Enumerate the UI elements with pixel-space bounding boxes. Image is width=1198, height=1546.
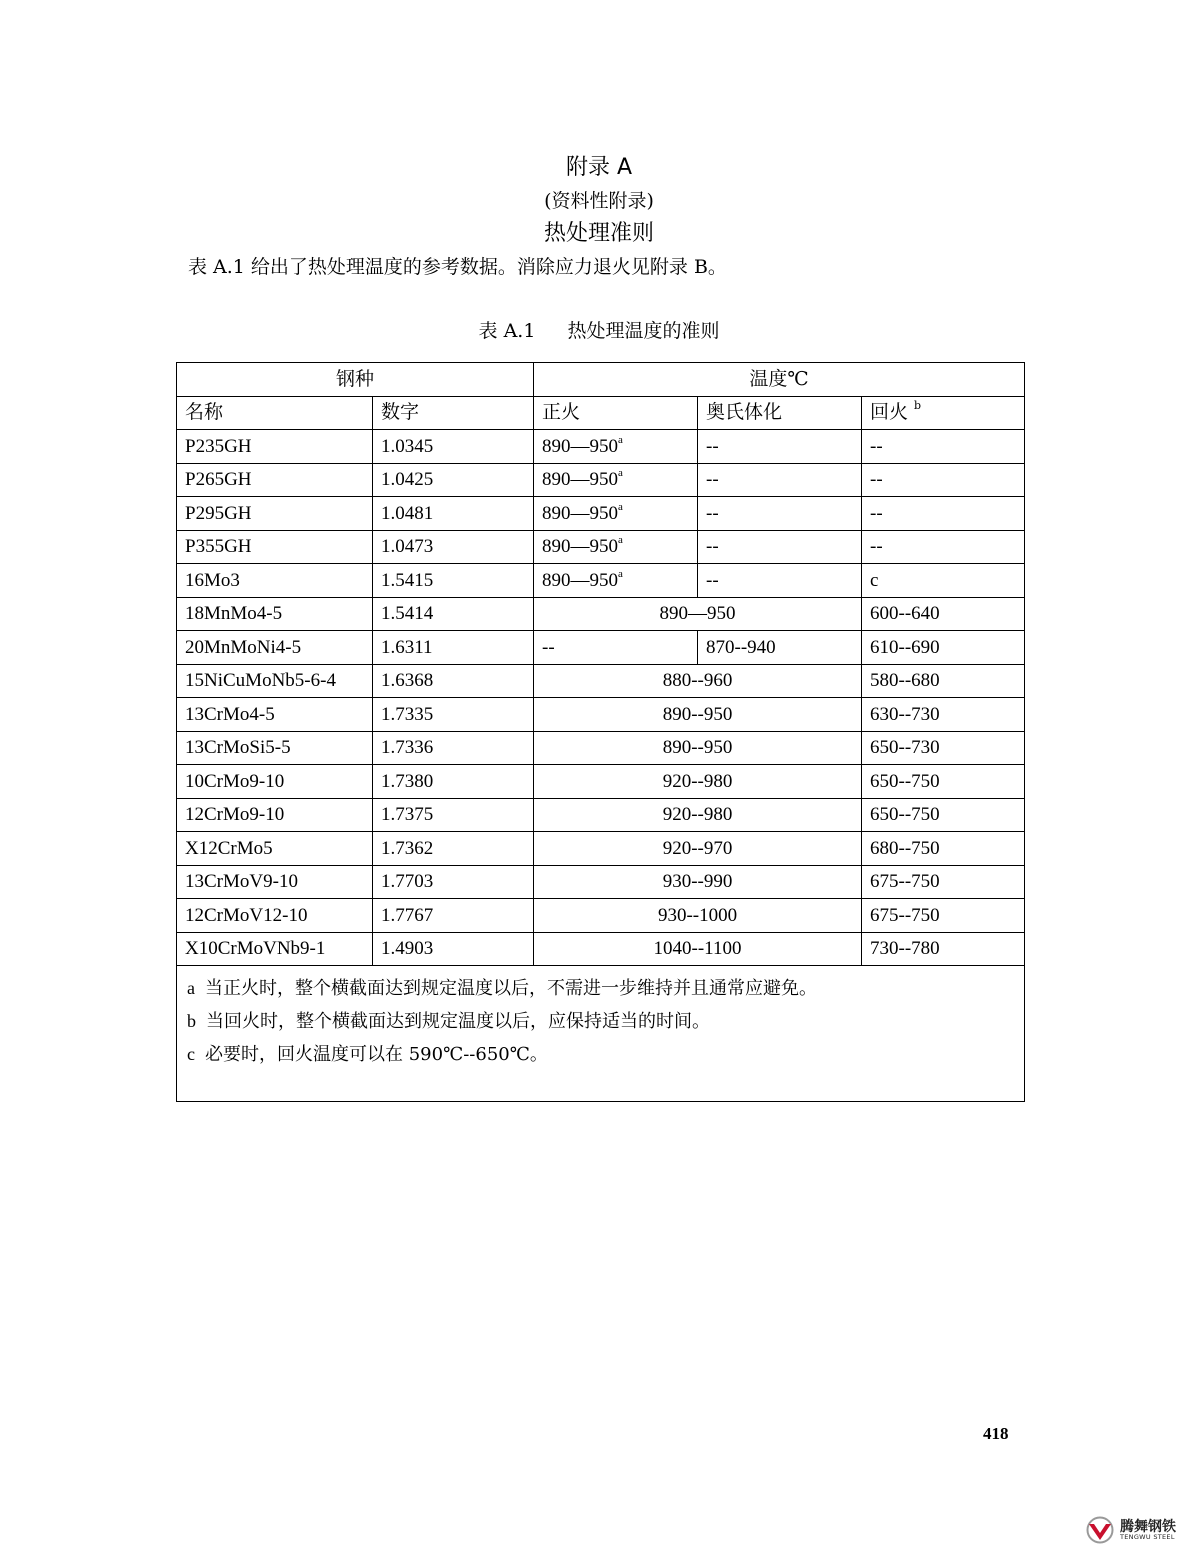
cell-normalize-value: --: [542, 636, 555, 658]
cell-name: 10CrMo9-10: [177, 765, 373, 799]
cell-temper: 610--690: [862, 631, 1025, 665]
logo-name-cn: 腾舞钢铁: [1120, 1518, 1176, 1535]
footnote-mark-a: a: [618, 567, 623, 580]
cell-number: 1.7380: [373, 765, 534, 799]
cell-name: 12CrMo9-10: [177, 798, 373, 832]
table-caption: [0, 316, 1198, 343]
cell-name: 13CrMoV9-10: [177, 865, 373, 899]
cell-normalize-austenitize: 880--960: [534, 664, 862, 698]
table-row: [177, 798, 1025, 832]
cell-normalize-austenitize: 1040--1100: [534, 932, 862, 966]
cell-number: 1.6311: [373, 631, 534, 665]
table-row: [177, 932, 1025, 966]
table-row: [177, 497, 1025, 531]
col-header-number: 数字: [373, 396, 534, 430]
logo-emblem-icon: [1085, 1516, 1115, 1544]
cell-name: X10CrMoVNb9-1: [177, 932, 373, 966]
cell-name: P235GH: [177, 430, 373, 464]
cell-number: 1.4903: [373, 932, 534, 966]
cell-normalize: [534, 463, 698, 497]
footnote-mark-a: a: [618, 500, 623, 513]
cell-normalize: [534, 430, 698, 464]
table-row: [177, 698, 1025, 732]
group-header-temperature: 温度℃: [534, 363, 1025, 397]
cell-normalize-austenitize: 920--970: [534, 832, 862, 866]
cell-name: 18MnMo4-5: [177, 597, 373, 631]
cell-normalize: [534, 564, 698, 598]
footnote-label: a: [187, 978, 195, 998]
cell-normalize-austenitize: 890--950: [534, 731, 862, 765]
table-notes-row: [177, 966, 1025, 1102]
footnote-text: 当正火时，整个横截面达到规定温度以后，不需进一步维持并且通常应避免。: [205, 978, 817, 999]
col-header-name: 名称: [177, 396, 373, 430]
cell-normalize-austenitize: 930--990: [534, 865, 862, 899]
cell-number: 1.7336: [373, 731, 534, 765]
cell-name: 16Mo3: [177, 564, 373, 598]
cell-temper: --: [862, 497, 1025, 531]
cell-name: P355GH: [177, 530, 373, 564]
footnote: [187, 972, 1014, 1005]
cell-number: 1.6368: [373, 664, 534, 698]
footnote-mark-a: a: [618, 467, 623, 480]
cell-number: 1.0473: [373, 530, 534, 564]
table-row: [177, 430, 1025, 464]
table-row: [177, 731, 1025, 765]
cell-austenitize: --: [698, 463, 862, 497]
cell-normalize: [534, 631, 698, 665]
cell-temper: 580--680: [862, 664, 1025, 698]
group-header-steel: 钢种: [177, 363, 534, 397]
cell-name: 13CrMoSi5-5: [177, 731, 373, 765]
cell-number: 1.0425: [373, 463, 534, 497]
table-row: [177, 832, 1025, 866]
table-row: [177, 530, 1025, 564]
cell-austenitize: --: [698, 497, 862, 531]
cell-normalize-austenitize: 920--980: [534, 765, 862, 799]
table-row: [177, 664, 1025, 698]
cell-name: P265GH: [177, 463, 373, 497]
footnote-label: c: [187, 1044, 195, 1064]
cell-number: 1.7362: [373, 832, 534, 866]
cell-normalize-austenitize: 930--1000: [534, 899, 862, 933]
cell-normalize-value: 890—950: [542, 469, 619, 491]
footnote: [187, 1038, 1014, 1071]
table-notes: [177, 966, 1025, 1102]
table-group-header-row: [177, 363, 1025, 397]
cell-temper: 680--750: [862, 832, 1025, 866]
cell-name: 12CrMoV12-10: [177, 899, 373, 933]
cell-name: X12CrMo5: [177, 832, 373, 866]
page-number: 418: [983, 1424, 1009, 1443]
cell-temper: 650--750: [862, 798, 1025, 832]
cell-name: 13CrMo4-5: [177, 698, 373, 732]
cell-name: 15NiCuMoNb5-6-4: [177, 664, 373, 698]
cell-temper: --: [862, 430, 1025, 464]
cell-temper: 650--730: [862, 731, 1025, 765]
footnote: [187, 1005, 1014, 1038]
cell-normalize-value: 890—950: [542, 435, 619, 457]
cell-temper: 650--750: [862, 765, 1025, 799]
cell-number: 1.0345: [373, 430, 534, 464]
table-row: [177, 597, 1025, 631]
col-header-temper-label: 回火: [870, 401, 909, 424]
cell-number: 1.5415: [373, 564, 534, 598]
logo-name-en: TENGWU STEEL: [1120, 1532, 1175, 1541]
appendix-subtitle: (资料性附录): [544, 190, 654, 212]
footnote-mark-a: a: [618, 534, 623, 547]
table-row: [177, 463, 1025, 497]
table-row: [177, 765, 1025, 799]
cell-normalize-austenitize: 890—950: [534, 597, 862, 631]
cell-temper: 675--750: [862, 899, 1025, 933]
footnote-label: b: [187, 1011, 196, 1031]
col-header-normalize: 正火: [534, 396, 698, 430]
footnote-mark-a: a: [618, 433, 623, 446]
cell-austenitize: --: [698, 530, 862, 564]
table-row: [177, 899, 1025, 933]
col-header-austenitize: 奥氏体化: [698, 396, 862, 430]
footnote-text: 当回火时，整个横截面达到规定温度以后，应保持适当的时间。: [206, 1011, 710, 1032]
table-row: [177, 564, 1025, 598]
table-column-header-row: [177, 396, 1025, 430]
cell-temper: 730--780: [862, 932, 1025, 966]
col-header-temper-sup: b: [914, 399, 922, 413]
cell-temper: 630--730: [862, 698, 1025, 732]
cell-number: 1.7335: [373, 698, 534, 732]
cell-austenitize: --: [698, 564, 862, 598]
cell-temper: --: [862, 463, 1025, 497]
appendix-heading: 热处理准则: [543, 221, 654, 246]
cell-normalize: [534, 530, 698, 564]
footnote-text: 必要时，回火温度可以在 590℃--650℃。: [205, 1044, 548, 1065]
company-logo: [1085, 1514, 1176, 1546]
cell-number: 1.0481: [373, 497, 534, 531]
heat-treatment-table: [176, 362, 1025, 1102]
cell-normalize-austenitize: 920--980: [534, 798, 862, 832]
cell-temper: 600--640: [862, 597, 1025, 631]
cell-temper: 675--750: [862, 865, 1025, 899]
col-header-temper: [862, 396, 1025, 430]
cell-name: P295GH: [177, 497, 373, 531]
cell-austenitize: 870--940: [698, 631, 862, 665]
cell-number: 1.7375: [373, 798, 534, 832]
intro-paragraph: 表 A.1 给出了热处理温度的参考数据。消除应力退火见附录 B。: [188, 256, 727, 278]
cell-name: 20MnMoNi4-5: [177, 631, 373, 665]
cell-number: 1.7767: [373, 899, 534, 933]
cell-number: 1.5414: [373, 597, 534, 631]
cell-normalize-value: 890—950: [542, 536, 619, 558]
appendix-title: 附录 A: [565, 155, 633, 180]
cell-number: 1.7703: [373, 865, 534, 899]
cell-normalize-value: 890—950: [542, 502, 619, 524]
cell-austenitize: --: [698, 430, 862, 464]
cell-temper: c: [862, 564, 1025, 598]
table-caption-number: 表 A.1: [478, 320, 536, 342]
table-row: [177, 865, 1025, 899]
table-caption-title: 热处理温度的准则: [567, 320, 720, 342]
cell-normalize-austenitize: 890--950: [534, 698, 862, 732]
cell-normalize: [534, 497, 698, 531]
cell-temper: --: [862, 530, 1025, 564]
table-row: [177, 631, 1025, 665]
cell-normalize-value: 890—950: [542, 569, 619, 591]
